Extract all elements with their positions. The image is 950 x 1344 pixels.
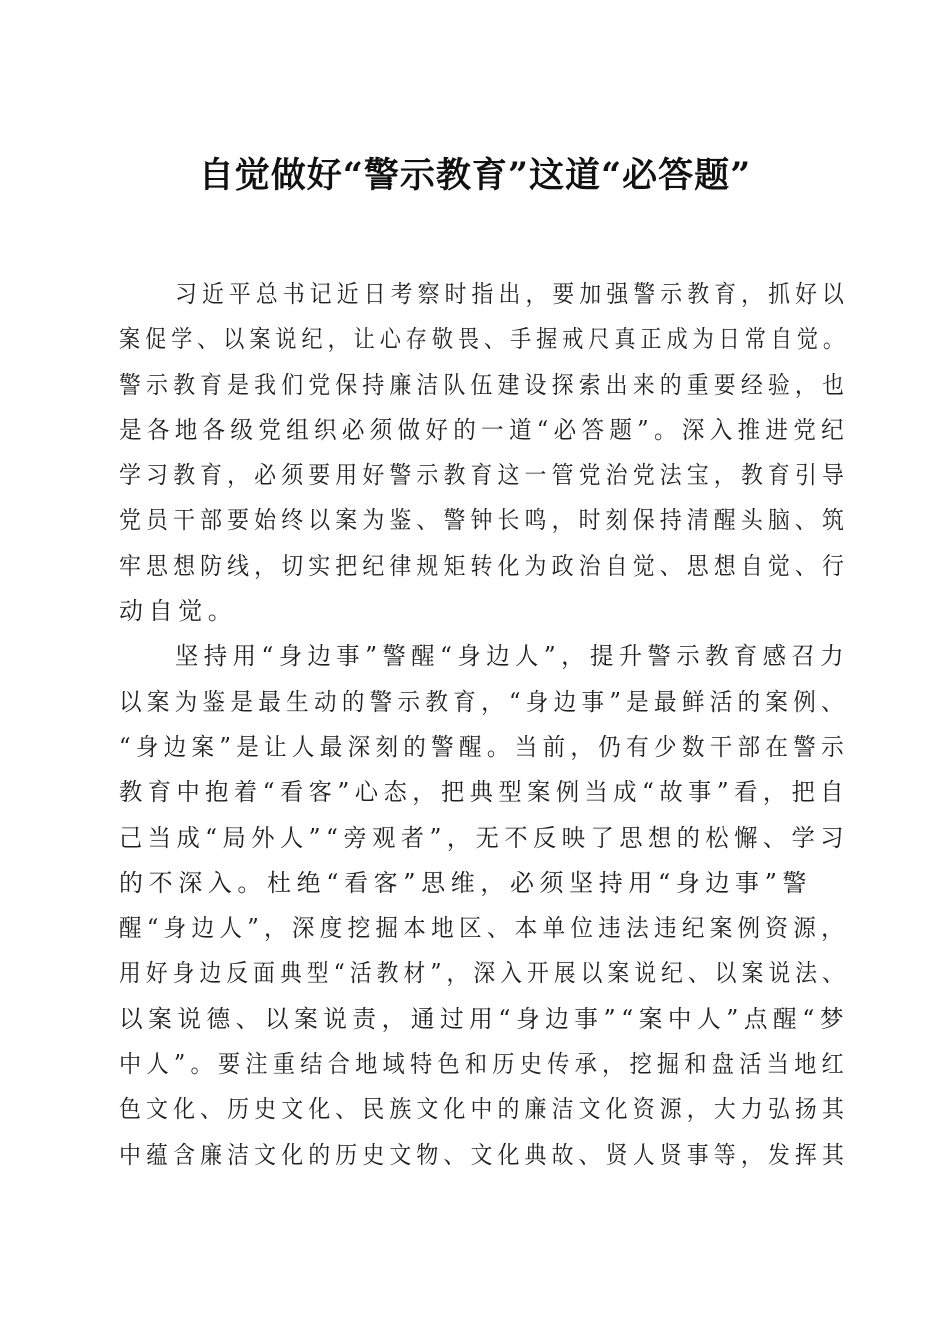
paragraph-1-line-6: 党员干部要始终以案为鉴、警钟长鸣，时刻保持清醒头脑、筑 xyxy=(119,506,849,535)
paragraph-2-line-3: 教育中抱着“看客”心态，把典型案例当成“故事”看，把自 xyxy=(119,778,850,807)
paragraph-2-line-10: 色文化、历史文化、民族文化中的廉洁文化资源，大力弘扬其 xyxy=(119,1095,849,1124)
paragraph-1-line-5: 学习教育，必须要用好警示教育这一管党治党法宝，教育引导 xyxy=(119,461,849,490)
paragraph-1-line-1: 习近平总书记近日考察时指出，要加强警示教育，抓好以 xyxy=(175,280,849,308)
paragraph-1-line-7: 牢思想防线，切实把纪律规矩转化为政治自觉、思想自觉、行 xyxy=(119,551,849,580)
article-body xyxy=(119,272,849,1178)
paragraph-2-line-1: 以案为鉴是最生动的警示教育，“身边事”是最鲜活的案例、 xyxy=(119,687,849,716)
paragraph-1-line-4: 是各地各级党组织必须做好的一道“必答题”。深入推进党纪 xyxy=(119,415,849,444)
page-title: 自觉做好“警示教育”这道“必答题” xyxy=(198,155,752,196)
paragraph-2-line-6: 醒“身边人”，深度挖掘本地区、本单位违法违纪案例资源， xyxy=(119,914,849,943)
paragraph-2-line-8: 以案说德、以案说责，通过用“身边事”“案中人”点醒“梦 xyxy=(119,1004,850,1033)
paragraph-2-line-11: 中蕴含廉洁文化的历史文物、文化典故、贤人贤事等，发挥其 xyxy=(119,1140,849,1169)
paragraph-2-line-7: 用好身边反面典型“活教材”，深入开展以案说纪、以案说法、 xyxy=(119,959,849,988)
paragraph-2-line-4: 己当成“局外人”“旁观者”，无不反映了思想的松懈、学习 xyxy=(119,823,850,852)
paragraph-2-line-5: 的不深入。杜绝“看客”思维，必须坚持用“身边事”警 xyxy=(119,868,813,897)
paragraph-1-line-8: 动自觉。 xyxy=(119,597,238,626)
paragraph-1-line-3: 警示教育是我们党保持廉洁队伍建设探索出来的重要经验，也 xyxy=(119,370,849,399)
paragraph-1-line-2: 案促学、以案说纪，让心存敬畏、手握戒尺真正成为日常自觉。 xyxy=(119,325,850,354)
section-heading: 坚持用“身边事”警醒“身边人”，提升警示教育感召力 xyxy=(175,642,850,671)
paragraph-2-line-9: 中人”。要注重结合地域特色和历史传承，挖掘和盘活当地红 xyxy=(119,1050,849,1079)
paragraph-2-line-2: “身边案”是让人最深刻的警醒。当前，仍有少数干部在警示 xyxy=(119,732,849,761)
